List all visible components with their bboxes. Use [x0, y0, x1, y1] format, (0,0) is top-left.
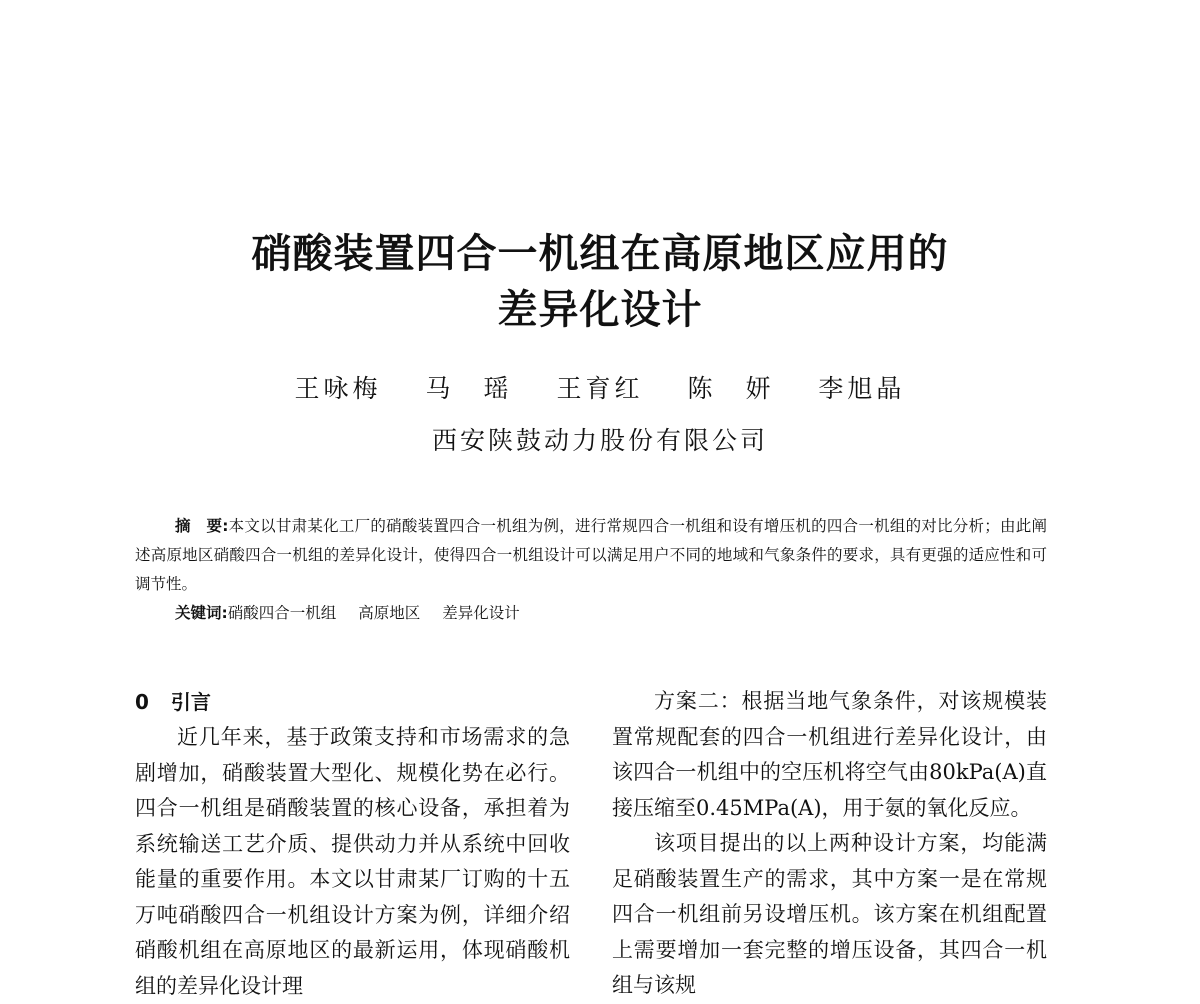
abstract-label: 摘 要:: [175, 517, 229, 535]
keywords-label: 关键词:: [175, 604, 228, 622]
keywords-line: [135, 599, 1047, 628]
abstract-text: 本文以甘肃某化工厂的硝酸装置四合一机组为例，进行常规四合一机组和设有增压机的四合一机组的对比分析；由此阐述高原地区硝酸四合一机组的差异化设计，使得四合一机组设计可以满足用户不同的地域和气象条件的要求，具有更强的适应性和可调节性。: [135, 517, 1047, 593]
section-number: 0: [135, 690, 149, 714]
section-heading: [135, 684, 570, 720]
body-paragraph: 该项目提出的以上两种设计方案，均能满足硝酸装置生产的需求，其中方案一是在常规四合一机组前另设增压机。该方案在机组配置上需要增加一套完整的增压设备，其四合一机组与该规: [612, 831, 1047, 997]
section-title: 引言: [170, 690, 211, 714]
keyword: 差异化设计: [442, 604, 520, 622]
author-name: 陈 妍: [687, 374, 775, 403]
right-column: [612, 684, 1047, 1004]
author-name: 李旭晶: [818, 374, 906, 403]
keyword: 高原地区: [358, 604, 421, 622]
author-affiliation: 西安陕鼓动力股份有限公司: [431, 426, 768, 455]
author-list: [0, 372, 1200, 406]
keyword: 硝酸四合一机组: [227, 604, 337, 622]
abstract-block: [135, 512, 1047, 628]
paper-title: [0, 226, 1200, 338]
body-paragraph: 近几年来，基于政策支持和市场需求的急剧增加，硝酸装置大型化、规模化势在必行。四合一机组是硝酸装置的核心设备，承担着为系统输送工艺介质、提供动力并从系统中回收能量的重要作用。本文以甘肃某厂订购的十五万吨硝酸四合一机组设计方案为例，详细介绍硝酸机组在高原地区的最新运用，体现硝酸机组的差异化设计理: [135, 725, 570, 998]
author-name: 王育红: [556, 374, 644, 403]
abstract-paragraph: [135, 512, 1047, 599]
title-line-2: 差异化设计: [497, 287, 703, 333]
author-name: 王咏梅: [294, 374, 382, 403]
title-line-1: 硝酸装置四合一机组在高原地区应用的: [251, 231, 949, 277]
body-paragraph: 方案二：根据当地气象条件，对该规模装置常规配套的四合一机组进行差异化设计，由该四合一机组中的空压机将空气由80kPa(A)直接压缩至0.45MPa(A)，用于氨的氧化反应。: [612, 689, 1047, 820]
left-column: [135, 684, 570, 1004]
author-name: 马 瑶: [425, 374, 513, 403]
